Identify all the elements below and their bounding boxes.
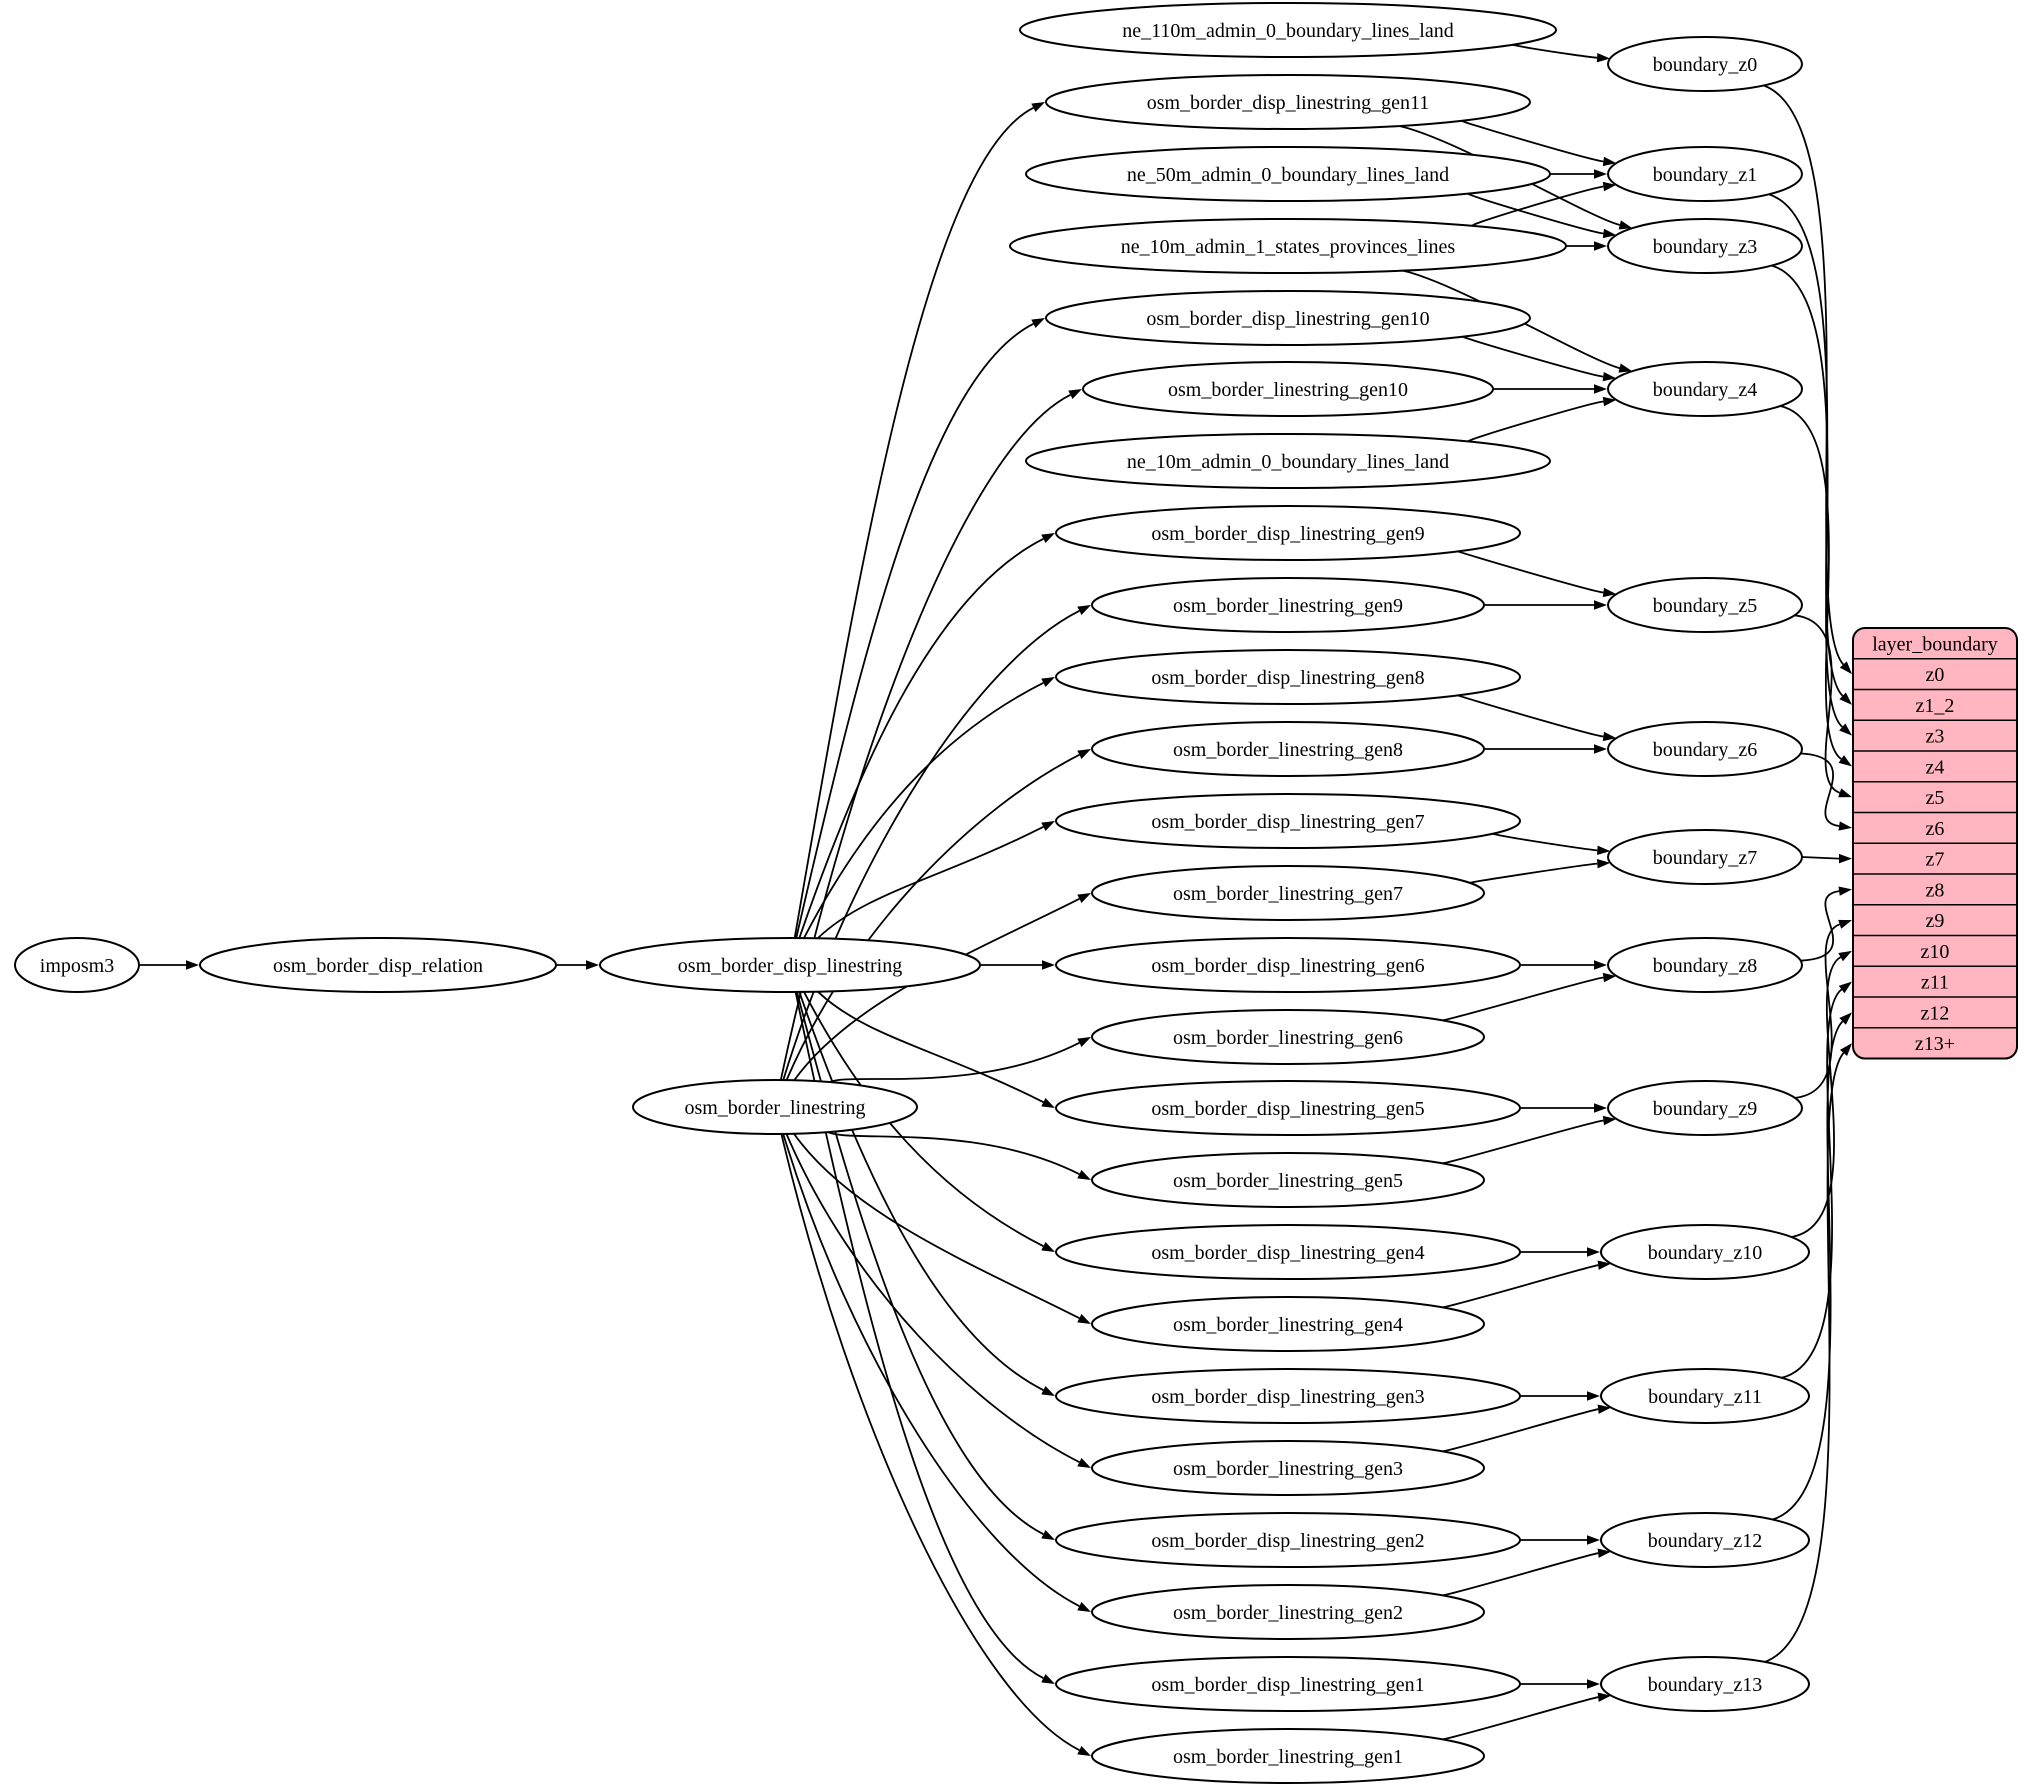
node-label-osm_border_disp_linestring_gen2: osm_border_disp_linestring_gen2 [1151,1530,1425,1552]
node-label-boundary_z0: boundary_z0 [1652,54,1758,76]
node-osm_border_disp_linestring_gen8 [1056,650,1520,704]
edge-osm_border_linestring--osm_border_linestring_gen3 [786,1134,1079,1462]
edge-ne_10m_admin_1_states_provinces_lines--boundary_z1 [1472,187,1603,226]
node-label-boundary_z13: boundary_z13 [1647,1674,1763,1696]
arrowhead-osm_border_linestring--osm_border_linestring_gen8 [1077,749,1091,759]
table-row-label-z8: z8 [1925,879,1945,902]
arrowhead-osm_border_disp_linestring--osm_border_disp_linestring_gen11 [1031,102,1045,112]
table-row-label-z9: z9 [1925,910,1945,933]
node-osm_border_disp_linestring_gen6 [1056,938,1520,992]
arrowhead-boundary_z9--row:z9 [1838,920,1852,929]
node-label-osm_border_disp_relation: osm_border_disp_relation [273,955,483,977]
node-label-ne_110m_admin_0_boundary_lines_land: ne_110m_admin_0_boundary_lines_land [1122,20,1454,42]
node-label-osm_border_linestring_gen1: osm_border_linestring_gen1 [1173,1746,1403,1768]
node-osm_border_disp_linestring_gen7 [1056,794,1520,848]
node-label-osm_border_linestring_gen5: osm_border_linestring_gen5 [1173,1170,1403,1192]
edge-osm_border_disp_linestring_gen9--boundary_z5 [1458,551,1603,592]
node-label-osm_border_linestring_gen2: osm_border_linestring_gen2 [1173,1602,1403,1624]
arrowhead-osm_border_linestring--osm_border_linestring_gen9 [1077,605,1091,615]
node-label-boundary_z1: boundary_z1 [1652,164,1758,186]
layer-boundary-table [1853,628,2017,1059]
arrowhead-osm_border_disp_linestring--osm_border_disp_linestring_gen10 [1031,318,1045,328]
arrowhead-boundary_z6--row:z6 [1838,821,1852,830]
node-label-ne_10m_admin_1_states_provinces_lines: ne_10m_admin_1_states_provinces_lines [1120,236,1456,258]
arrowhead-osm_border_disp_linestring_gen6--boundary_z8 [1594,960,1607,969]
node-label-ne_50m_admin_0_boundary_lines_land: ne_50m_admin_0_boundary_lines_land [1126,164,1450,186]
edge-osm_border_linestring_gen7--boundary_z7 [1469,864,1597,884]
table-row-label-z3: z3 [1925,725,1945,748]
edge-osm_border_linestring--osm_border_linestring_gen1 [781,1134,1079,1750]
node-boundary_z8 [1608,938,1802,992]
node-label-osm_border_disp_linestring_gen9: osm_border_disp_linestring_gen9 [1151,523,1425,545]
node-label-osm_border_disp_linestring_gen11: osm_border_disp_linestring_gen11 [1146,92,1430,114]
arrowhead-osm_border_disp_relation--osm_border_disp_linestring [586,960,599,969]
arrowhead-imposm3--osm_border_disp_relation [186,960,199,969]
edge-boundary_z9--row:z9 [1795,924,1840,1098]
edge-osm_border_linestring_gen5--boundary_z9 [1442,1121,1603,1164]
table-row-label-z0: z0 [1925,664,1945,687]
node-label-imposm3: imposm3 [39,955,115,977]
node-label-osm_border_disp_linestring_gen4: osm_border_disp_linestring_gen4 [1151,1242,1425,1264]
arrowhead-boundary_z4--row:z4 [1839,755,1852,766]
arrowhead-osm_border_linestring--osm_border_linestring_gen7 [1077,893,1091,903]
edge-osm_border_linestring_gen6--boundary_z8 [1442,978,1603,1021]
node-osm_border_disp_linestring_gen9 [1056,506,1520,560]
arrowhead-osm_border_linestring--osm_border_linestring_gen6 [1077,1037,1091,1047]
table-row-label-z7: z7 [1925,848,1945,871]
arrowhead-boundary_z7--row:z7 [1839,854,1852,863]
arrowhead-osm_border_disp_linestring_gen4--boundary_z10 [1587,1247,1600,1256]
node-label-ne_10m_admin_0_boundary_lines_land: ne_10m_admin_0_boundary_lines_land [1126,451,1450,473]
table-row-label-z10: z10 [1920,940,1950,963]
node-label-boundary_z12: boundary_z12 [1647,1530,1763,1552]
arrowhead-osm_border_disp_linestring_gen5--boundary_z9 [1594,1103,1607,1112]
node-boundary_z3 [1608,219,1802,273]
arrowhead-osm_border_disp_linestring--osm_border_disp_linestring_gen5 [1041,1098,1055,1108]
node-osm_border_disp_linestring_gen3 [1056,1369,1520,1423]
arrowhead-osm_border_disp_linestring--osm_border_disp_linestring_gen7 [1041,821,1055,831]
arrowhead-boundary_z11--row:z11 [1839,982,1852,994]
node-osm_border_linestring_gen9 [1092,578,1484,632]
node-osm_border_linestring_gen4 [1092,1297,1484,1351]
arrowhead-osm_border_linestring--osm_border_linestring_gen5 [1077,1170,1091,1180]
arrowhead-osm_border_linestring--osm_border_linestring_gen10 [1068,389,1082,399]
node-osm_border_linestring_gen5 [1092,1153,1484,1207]
node-label-osm_border_linestring_gen3: osm_border_linestring_gen3 [1173,1458,1403,1480]
node-osm_border_disp_linestring_gen2 [1056,1513,1520,1567]
table-row-label-z13: z13+ [1914,1033,1956,1056]
node-boundary_z0 [1608,37,1802,91]
edge-osm_border_linestring--osm_border_linestring_gen8 [787,755,1080,1080]
node-osm_border_disp_linestring [600,938,980,992]
arrowhead-osm_border_linestring_gen8--boundary_z6 [1594,744,1607,753]
edge-osm_border_disp_linestring_gen8--boundary_z6 [1458,695,1603,736]
edge-osm_border_disp_linestring_gen10--boundary_z4 [1463,337,1603,377]
table-row-label-z5: z5 [1925,787,1945,810]
node-osm_border_disp_relation [200,938,556,992]
arrowhead-boundary_z8--row:z8 [1838,886,1852,895]
node-label-osm_border_disp_linestring_gen8: osm_border_disp_linestring_gen8 [1151,667,1425,689]
node-osm_border_linestring_gen10 [1083,362,1493,416]
node-imposm3 [15,938,139,992]
node-label-osm_border_linestring_gen10: osm_border_linestring_gen10 [1168,379,1408,401]
node-osm_border_linestring_gen8 [1092,722,1484,776]
nodes-layer [15,3,1809,1783]
node-ne_50m_admin_0_boundary_lines_land [1026,147,1550,201]
node-label-boundary_z4: boundary_z4 [1652,379,1758,401]
table-row-label-z4: z4 [1925,756,1945,779]
node-osm_border_disp_linestring_gen4 [1056,1225,1520,1279]
edge-ne_10m_admin_0_boundary_lines_land--boundary_z4 [1468,402,1604,442]
arrowhead-osm_border_disp_linestring--osm_border_disp_linestring_gen9 [1041,533,1055,543]
node-boundary_z1 [1608,147,1802,201]
edge-boundary_z8--row:z8 [1801,891,1839,961]
edge-osm_border_linestring_gen2--boundary_z12 [1442,1553,1598,1595]
edge-boundary_z7--row:z7 [1802,857,1839,859]
arrowhead-boundary_z5--row:z5 [1838,788,1852,797]
arrowhead-osm_border_linestring_gen9--boundary_z5 [1594,600,1607,609]
node-boundary_z12 [1601,1513,1809,1567]
node-label-boundary_z5: boundary_z5 [1652,595,1758,617]
arrowhead-osm_border_disp_linestring--osm_border_disp_linestring_gen2 [1041,1530,1055,1540]
edges-layer [139,42,1852,1756]
arrowhead-osm_border_linestring--osm_border_linestring_gen3 [1077,1458,1091,1468]
node-osm_border_disp_linestring_gen10 [1046,291,1530,345]
arrowhead-osm_border_disp_linestring--osm_border_disp_linestring_gen6 [1042,960,1055,969]
table-row-label-z6: z6 [1925,817,1945,840]
node-ne_10m_admin_1_states_provinces_lines [1010,219,1566,273]
arrowhead-ne_50m_admin_0_boundary_lines_land--boundary_z1 [1594,169,1607,178]
node-osm_border_linestring_gen3 [1092,1441,1484,1495]
arrowhead-ne_10m_admin_1_states_provinces_lines--boundary_z3 [1594,241,1607,250]
node-boundary_z13 [1601,1657,1809,1711]
edge-osm_border_linestring--osm_border_linestring_gen9 [783,611,1079,1080]
node-osm_border_disp_linestring_gen11 [1046,75,1530,129]
node-osm_border_linestring [633,1080,917,1134]
node-label-osm_border_disp_linestring_gen6: osm_border_disp_linestring_gen6 [1151,955,1425,977]
node-osm_border_linestring_gen1 [1092,1729,1484,1783]
node-label-osm_border_linestring_gen6: osm_border_linestring_gen6 [1173,1027,1403,1049]
node-boundary_z5 [1608,578,1802,632]
table-row-label-z12: z12 [1920,1002,1950,1025]
node-boundary_z7 [1608,830,1802,884]
edge-boundary_z13--row:z13 [1765,1053,1844,1662]
node-label-boundary_z7: boundary_z7 [1652,847,1758,869]
arrowhead-osm_border_linestring--osm_border_linestring_gen2 [1077,1602,1091,1612]
node-label-boundary_z11: boundary_z11 [1648,1386,1762,1408]
arrowhead-osm_border_disp_linestring_gen3--boundary_z11 [1587,1391,1600,1400]
edge-osm_border_disp_linestring_gen7--boundary_z7 [1490,832,1598,850]
edge-osm_border_linestring_gen1--boundary_z13 [1442,1697,1598,1739]
node-label-osm_border_linestring_gen4: osm_border_linestring_gen4 [1173,1314,1403,1336]
edge-osm_border_disp_linestring--osm_border_disp_linestring_gen8 [804,683,1043,938]
node-osm_border_disp_linestring_gen1 [1056,1657,1520,1711]
node-label-osm_border_linestring: osm_border_linestring [684,1097,866,1119]
node-label-boundary_z9: boundary_z9 [1652,1098,1758,1120]
node-boundary_z10 [1601,1225,1809,1279]
node-label-osm_border_linestring_gen8: osm_border_linestring_gen8 [1173,739,1403,761]
node-osm_border_linestring_gen2 [1092,1585,1484,1639]
node-boundary_z9 [1608,1081,1802,1135]
edge-boundary_z3--row:z3 [1772,266,1843,727]
node-boundary_z11 [1601,1369,1809,1423]
arrowhead-osm_border_linestring--osm_border_linestring_gen4 [1077,1314,1091,1324]
node-label-osm_border_disp_linestring_gen7: osm_border_disp_linestring_gen7 [1151,811,1425,833]
node-label-osm_border_linestring_gen7: osm_border_linestring_gen7 [1173,883,1403,905]
arrowhead-boundary_z10--row:z10 [1838,951,1852,961]
node-ne_10m_admin_0_boundary_lines_land [1026,434,1550,488]
node-label-boundary_z10: boundary_z10 [1647,1242,1763,1264]
arrowhead-osm_border_disp_linestring--osm_border_disp_linestring_gen4 [1041,1242,1055,1252]
node-boundary_z4 [1608,362,1802,416]
node-label-osm_border_disp_linestring_gen1: osm_border_disp_linestring_gen1 [1151,1674,1425,1696]
edge-osm_border_disp_linestring--osm_border_disp_linestring_gen3 [799,992,1043,1390]
node-label-osm_border_disp_linestring_gen10: osm_border_disp_linestring_gen10 [1146,308,1430,330]
node-label-boundary_z6: boundary_z6 [1652,739,1758,761]
node-osm_border_linestring_gen6 [1092,1010,1484,1064]
table-row-label-z1_2: z1_2 [1915,694,1955,717]
edge-osm_border_linestring_gen3--boundary_z11 [1442,1409,1598,1451]
node-label-osm_border_disp_linestring: osm_border_disp_linestring [677,955,903,977]
node-osm_border_linestring_gen7 [1092,866,1484,920]
arrowhead-osm_border_disp_linestring--osm_border_disp_linestring_gen3 [1041,1386,1055,1396]
node-osm_border_disp_linestring_gen5 [1056,1081,1520,1135]
arrowhead-osm_border_linestring--osm_border_linestring_gen1 [1077,1746,1091,1756]
table-header-label: layer_boundary [1872,633,1998,656]
arrowhead-osm_border_disp_linestring_gen2--boundary_z12 [1587,1535,1600,1544]
edge-osm_border_linestring--osm_border_linestring_gen5 [828,1132,1080,1174]
node-label-boundary_z3: boundary_z3 [1652,236,1758,258]
edge-osm_border_disp_linestring--osm_border_disp_linestring_gen11 [795,108,1034,938]
arrowhead-osm_border_disp_linestring--osm_border_disp_linestring_gen1 [1041,1674,1055,1684]
edge-osm_border_linestring_gen4--boundary_z10 [1442,1265,1598,1307]
node-label-osm_border_disp_linestring_gen5: osm_border_disp_linestring_gen5 [1151,1098,1425,1120]
edge-osm_border_linestring--osm_border_linestring_gen2 [783,1134,1079,1606]
arrowhead-osm_border_disp_linestring--osm_border_disp_linestring_gen8 [1041,677,1055,687]
node-label-osm_border_linestring_gen9: osm_border_linestring_gen9 [1173,595,1403,617]
edge-osm_border_disp_linestring--osm_border_disp_linestring_gen7 [818,827,1044,938]
arrowhead-osm_border_disp_linestring_gen1--boundary_z13 [1587,1679,1600,1688]
arrowhead-osm_border_linestring_gen10--boundary_z4 [1594,384,1607,393]
node-boundary_z6 [1608,722,1802,776]
node-label-osm_border_disp_linestring_gen3: osm_border_disp_linestring_gen3 [1151,1386,1425,1408]
table-row-label-z11: z11 [1920,971,1950,994]
edge-boundary_z5--row:z5 [1795,615,1840,793]
node-ne_110m_admin_0_boundary_lines_land [1020,3,1556,57]
node-label-boundary_z8: boundary_z8 [1652,955,1758,977]
